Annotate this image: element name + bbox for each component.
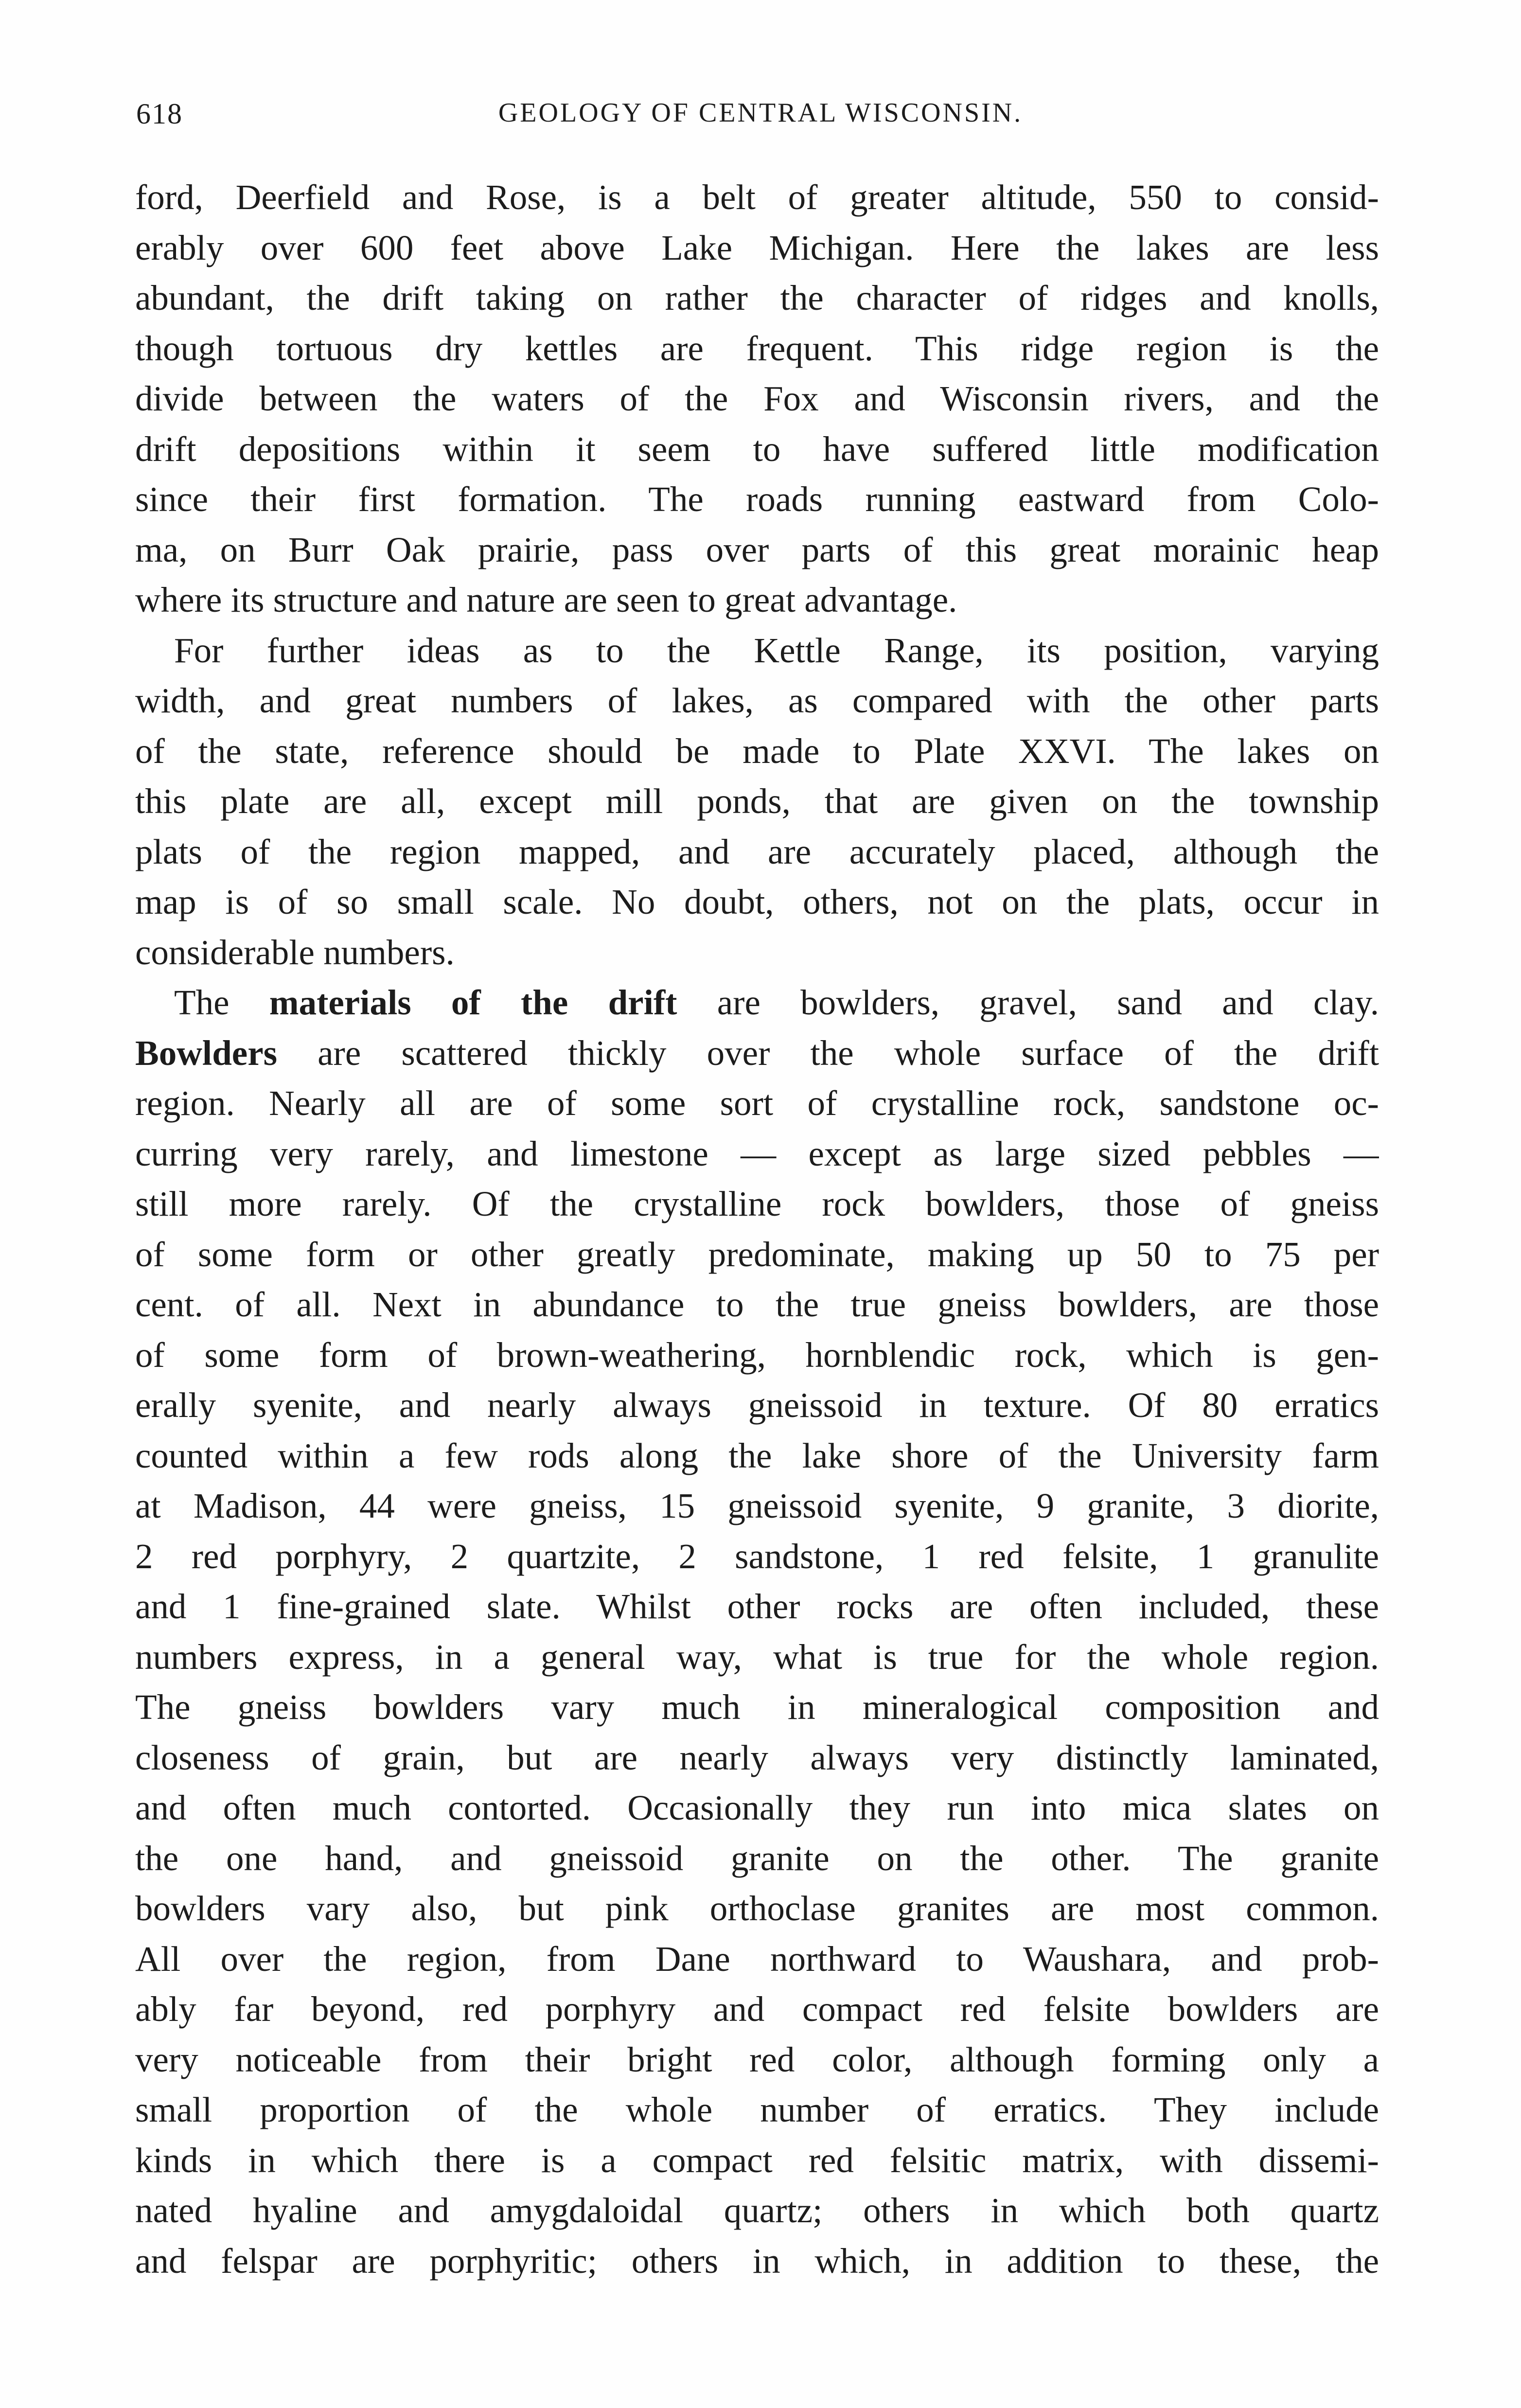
text-line: All over the region, from Dane northward to Waushara, and prob- [135, 1939, 1379, 1979]
text-line: counted within a few rods along the lake shore of the University farm [135, 1435, 1379, 1475]
text-line [135, 977, 1379, 1028]
text-line: considerable numbers. [135, 932, 455, 972]
text-line: and felspar are porphyritic; others in which, in addition to these, the [135, 2241, 1379, 2281]
text-line: since their first formation. The roads running eastward from Colo- [135, 479, 1379, 519]
bold-term: materials of the drift [269, 983, 677, 1022]
text-line: For further ideas as to the Kettle Range, its position, varying [174, 630, 1379, 670]
paragraph-3 [135, 977, 1379, 2286]
body-text [135, 172, 1379, 2286]
text-line: plats of the region mapped, and are accurately placed, although the [135, 832, 1379, 871]
bold-term: Bowlders [135, 1033, 277, 1073]
text-line: still more rarely. Of the crystalline rock bowlders, those of gneiss [135, 1184, 1379, 1223]
text-line: though tortuous dry kettles are frequent. This ridge region is the [135, 328, 1379, 368]
text-line: of some form or other greatly predominate, making up 50 to 75 per [135, 1234, 1379, 1274]
text-line: of the state, reference should be made to Plate XXVI. The lakes on [135, 731, 1379, 771]
paragraph-1 [135, 172, 1379, 625]
page-header [132, 97, 1389, 136]
text-line: abundant, the drift taking on rather the character of ridges and knolls, [135, 278, 1379, 318]
text-line: small proportion of the whole number of erratics. They include [135, 2090, 1379, 2129]
text-line: width, and great numbers of lakes, as compared with the other parts [135, 681, 1379, 720]
text-line: map is of so small scale. No doubt, others, not on the plats, occur in [135, 882, 1379, 921]
text-line: erably over 600 feet above Lake Michigan. Here the lakes are less [135, 228, 1379, 267]
text-line: at Madison, 44 were gneiss, 15 gneissoid syenite, 9 granite, 3 diorite, [135, 1486, 1379, 1525]
text-line: where its structure and nature are seen to great advantage. [135, 580, 957, 620]
text-line: region. Nearly all are of some sort of crystalline rock, sandstone oc- [135, 1083, 1379, 1123]
text-line: very noticeable from their bright red color, although forming only a [135, 2039, 1379, 2079]
text-line: ably far beyond, red porphyry and compact red felsite bowlders are [135, 1989, 1379, 2029]
text-line: nated hyaline and amygdaloidal quartz; others in which both quartz [135, 2191, 1379, 2230]
text-line: curring very rarely, and limestone — except as large sized pebbles — [135, 1133, 1379, 1173]
text-line: and 1 fine-grained slate. Whilst other rocks are often included, these [135, 1587, 1379, 1626]
text-line: and often much contorted. Occasionally they run into mica slates on [135, 1788, 1379, 1827]
text-line: this plate are all, except mill ponds, that are given on the township [135, 781, 1379, 821]
paragraph-2 [135, 625, 1379, 978]
text-line: 2 red porphyry, 2 quartzite, 2 sandstone, 1 red felsite, 1 granulite [135, 1536, 1379, 1576]
text-run: are scattered thickly over the whole surface of the drift [318, 1033, 1379, 1073]
text-line: kinds in which there is a compact red felsitic matrix, with dissemi- [135, 2140, 1379, 2180]
text-line: The gneiss bowlders vary much in mineralogical composition and [135, 1687, 1379, 1727]
text-line: of some form of brown-weathering, hornblendic rock, which is gen- [135, 1335, 1379, 1375]
page-number: 618 [136, 98, 183, 130]
text-run: The [174, 983, 230, 1022]
text-line: bowlders vary also, but pink orthoclase granites are most common. [135, 1889, 1379, 1928]
text-line: divide between the waters of the Fox and Wisconsin rivers, and the [135, 379, 1379, 418]
text-line: numbers express, in a general way, what is true for the whole region. [135, 1637, 1379, 1677]
text-line: ford, Deerfield and Rose, is a belt of greater altitude, 550 to consid- [135, 177, 1379, 217]
text-run: are bowlders, gravel, sand and clay. [717, 983, 1379, 1022]
text-line: cent. of all. Next in abundance to the true gneiss bowlders, are those [135, 1285, 1379, 1324]
text-line: the one hand, and gneissoid granite on the other. The granite [135, 1838, 1379, 1878]
text-line [135, 1028, 1379, 1079]
running-title: GEOLOGY OF CENTRAL WISCONSIN. [498, 98, 1023, 128]
text-line: erally syenite, and nearly always gneissoid in texture. Of 80 erratics [135, 1385, 1379, 1425]
text-line: ma, on Burr Oak prairie, pass over parts of this great morainic heap [135, 530, 1379, 569]
text-line: drift depositions within it seem to have suffered little modification [135, 429, 1379, 469]
text-line: closeness of grain, but are nearly always very distinctly laminated, [135, 1737, 1379, 1777]
